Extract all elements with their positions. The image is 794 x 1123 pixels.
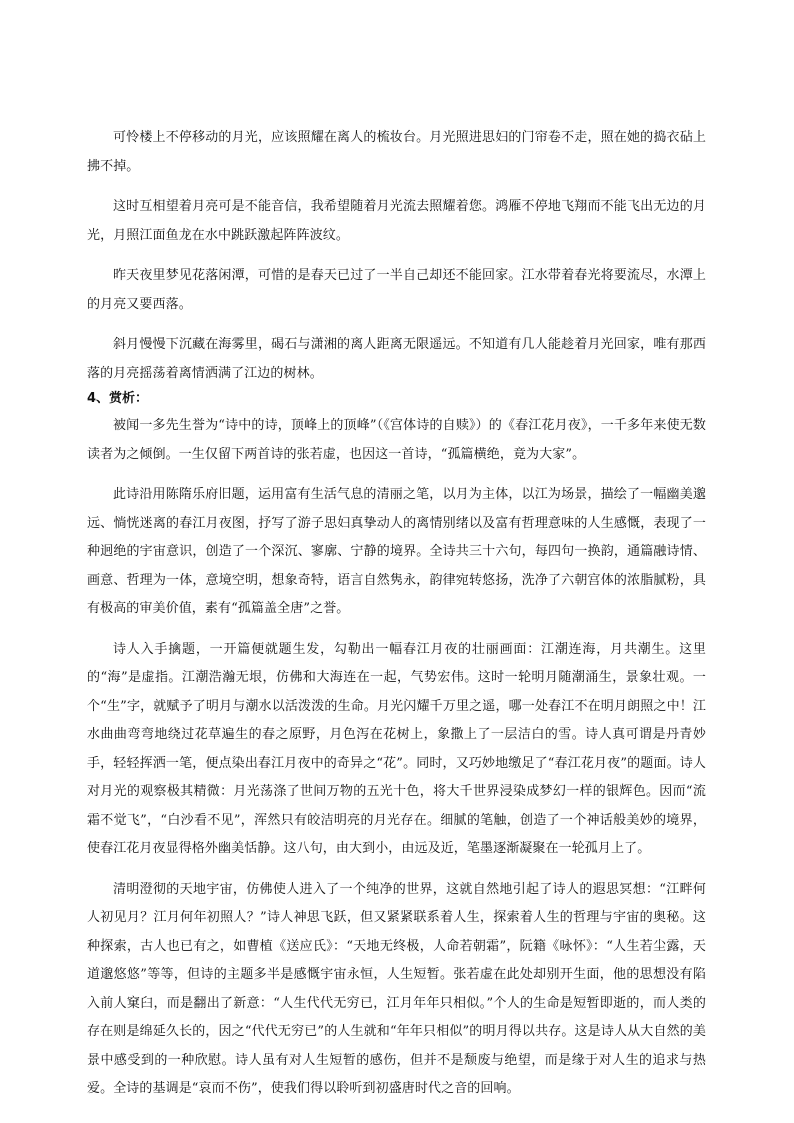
section-heading-analysis: 4、赏析： <box>87 391 149 406</box>
paragraph-analysis-2: 此诗沿用陈隋乐府旧题，运用富有生活气息的清丽之笔，以月为主体，以江为场景，描绘了一幅幽美邈远、惝恍迷离的春江月夜图，抒写了游子思妇真挚动人的离情别绪以及富有哲理意味的人生感慨，表现了一种迥绝的宇宙意识，创造了一个深沉、寥廓、宁静的境界。全诗共三十六句，每四句一换韵，通篇融诗情、画意、哲理为一体，意境空明，想象奇特，语言自然隽永，韵律宛转悠扬，洗净了六朝宫体的浓脂腻粉，具有极高的审美价值，素有“孤篇盖全唐”之誉。 <box>87 487 706 616</box>
paragraph-analysis-1: 被闻一多先生誉为“诗中的诗，顶峰上的顶峰”（《宫体诗的自赎》）的《春江花月夜》，一千多年来使无数读者为之倾倒。一生仅留下两首诗的张若虚，也因这一首诗，“孤篇横绝，竟为大家”。 <box>87 418 706 462</box>
paragraph-translation-1: 可怜楼上不停移动的月光，应该照耀在离人的梳妆台。月光照进思妇的门帘卷不走，照在她的捣衣砧上拂不掉。 <box>87 130 706 174</box>
paragraph-translation-2: 这时互相望着月亮可是不能音信，我希望随着月光流去照耀着您。鸿雁不停地飞翔而不能飞出无边的月光，月照江面鱼龙在水中跳跃激起阵阵波纹。 <box>87 199 706 243</box>
paragraph-analysis-4: 清明澄彻的天地宇宙，仿佛使人进入了一个纯净的世界，这就自然地引起了诗人的遐思冥想：“江畔何人初见月？江月何年初照人？”诗人神思飞跃，但又紧紧联系着人生，探索着人生的哲理与宇宙的奥秘。这种探索，古人也已有之，如曹植《送应氏》：“天地无终极，人命若朝霜”，阮籍《咏怀》：“人生若尘露，天道邈悠悠”等等，但诗的主题多半是感慨宇宙永恒，人生短暂。张若虚在此处却别开生面，他的思想没有陷入前人窠臼，而是翻出了新意：“人生代代无穷已，江月年年只相似。”个人的生命是短暂即逝的，而人类的存在则是绵延久长的，因之“代代无穷已”的人生就和“年年只相似”的明月得以共存。这是诗人从大自然的美景中感受到的一种欣慰。诗人虽有对人生短暂的感伤，但并不是颓废与绝望，而是缘于对人生的追求与热爱。全诗的基调是“哀而不伤”，使我们得以聆听到初盛唐时代之音的回响。 <box>87 881 706 1096</box>
paragraph-translation-4: 斜月慢慢下沉藏在海雾里，碣石与潇湘的离人距离无限遥远。不知道有几人能趁着月光回家，唯有那西落的月亮摇荡着离情洒满了江边的树林。 <box>87 337 706 381</box>
paragraph-translation-3: 昨天夜里梦见花落闲潭，可惜的是春天已过了一半自己却还不能回家。江水带着春光将要流尽，水潭上的月亮又要西落。 <box>87 268 706 312</box>
paragraph-analysis-3: 诗人入手擒题，一开篇便就题生发，勾勒出一幅春江月夜的壮丽画面：江潮连海，月共潮生。这里的“海”是虚指。江潮浩瀚无垠，仿佛和大海连在一起，气势宏伟。这时一轮明月随潮涌生，景象壮观。一个“生”字，就赋予了明月与潮水以活泼泼的生命。月光闪耀千万里之遥，哪一处春江不在明月朗照之中！江水曲曲弯弯地绕过花草遍生的春之原野，月色泻在花树上，象撒上了一层洁白的雪。诗人真可谓是丹青妙手，轻轻挥洒一笔，便点染出春江月夜中的奇异之“花”。同时，又巧妙地缴足了“春江花月夜”的题面。诗人对月光的观察极其精微：月光荡涤了世间万物的五光十色，将大千世界浸染成梦幻一样的银辉色。因而“流霜不觉飞”，“白沙看不见”，浑然只有皎洁明亮的月光存在。细腻的笔触，创造了一个神话般美妙的境界，使春江花月夜显得格外幽美恬静。这八句，由大到小，由远及近，笔墨逐渐凝聚在一轮孤月上了。 <box>87 641 706 856</box>
